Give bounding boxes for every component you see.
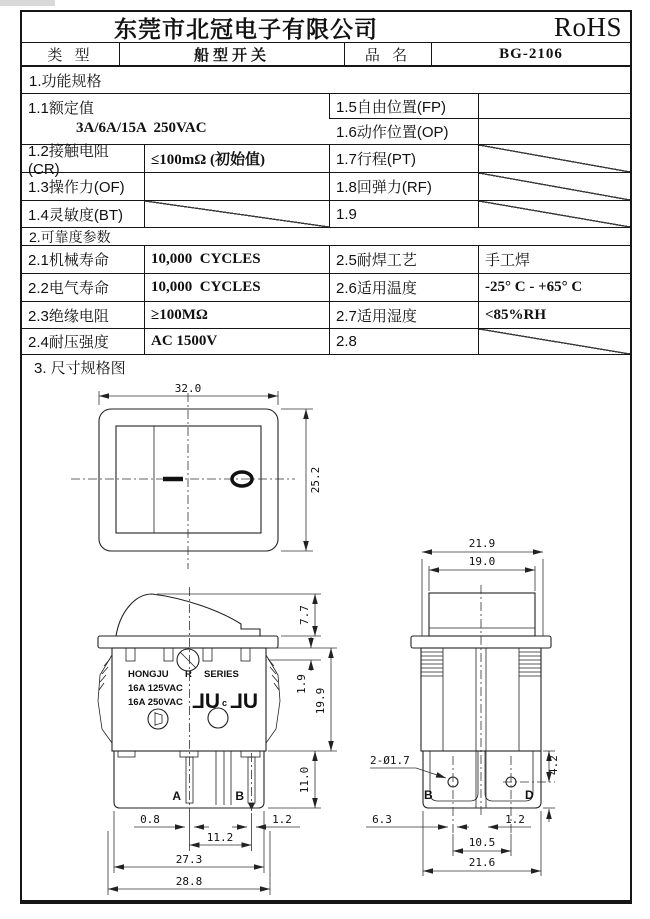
dim-pin-a-width: 0.8: [140, 813, 160, 826]
name-value: BG-2106: [499, 45, 563, 62]
cr-value: ≤100mΩ (初始值): [145, 145, 330, 172]
row-2-1: [22, 246, 630, 274]
terminal-label-b: B: [235, 789, 244, 803]
cul-c-mark: c: [222, 698, 228, 708]
ul-recognized-icon: UL: [192, 690, 220, 713]
op-value-blank: [479, 119, 630, 144]
dim-body-height: 19.9: [314, 687, 327, 715]
dim-block-width: 21.6: [468, 856, 496, 869]
humidity-label: 2.7适用湿度: [330, 302, 479, 328]
temp-label: 2.6适用温度: [330, 274, 479, 301]
mech-life-value: 10,000 CYCLES: [145, 246, 330, 273]
dim-rocker-outer: 21.9: [468, 537, 496, 550]
screw-symbol-icon: [148, 709, 168, 729]
dim-pin-pitch: 11.2: [206, 831, 234, 844]
rohs-mark: RoHS: [553, 11, 622, 42]
dim-flange-width: 28.8: [175, 875, 203, 888]
center-post: [216, 751, 231, 805]
rated-value: 3A/6A/15A 250VAC: [76, 120, 207, 136]
dim-top-height: 25.2: [309, 466, 322, 494]
side-view: [366, 537, 560, 876]
terminal-pin-b: [248, 757, 255, 803]
right-latch-wing: [266, 655, 280, 743]
dimension-drawing: [22, 379, 630, 913]
rated-cell: [22, 94, 330, 136]
rated-block: [22, 94, 630, 145]
dim-body-width: 27.3: [175, 853, 203, 866]
bt-value-na: [145, 201, 330, 227]
header-row: [22, 12, 630, 43]
screw-symbol-slot: [155, 712, 162, 726]
rocker-end-view: [429, 593, 535, 636]
rated-label: 1.1额定值: [28, 100, 94, 117]
flange-tabs: [126, 648, 250, 661]
company-name: 东莞市北冠电子有限公司: [114, 16, 378, 42]
solder-label: 2.5耐焊工艺: [330, 246, 479, 273]
dim-1-2-side: 1.2: [505, 813, 525, 826]
rocker-side-profile: [116, 594, 260, 636]
of-value-blank: [145, 173, 330, 200]
r28-value-na: [479, 329, 630, 354]
withstand-label: 2.4耐压强度: [22, 329, 145, 354]
row-1-2: [22, 142, 630, 178]
terminal-pocket-b: [430, 751, 478, 801]
product-row: [22, 43, 630, 67]
rf-label: 1.8回弹力(RF): [330, 173, 479, 200]
type-label: 类 型: [22, 43, 120, 65]
scan-artifact: [0, 0, 55, 6]
name-label: 品 名: [345, 43, 432, 65]
dim-rocker-height: 7.7: [298, 605, 311, 625]
marking-brand: HONGJU: [128, 669, 169, 680]
terminal-label-a: A: [172, 789, 181, 803]
marking-rating2: 16A 250VAC: [128, 697, 183, 708]
row-2-3: [22, 302, 630, 329]
row-2-4: [22, 329, 630, 355]
op-label: 1.6动作位置(OP): [330, 119, 479, 144]
screw-slot: [180, 652, 196, 668]
left-latch-wing: [98, 655, 112, 743]
elec-life-value: 10,000 CYCLES: [145, 274, 330, 301]
mounting-flange: [98, 636, 278, 648]
dim-6-3: 6.3: [372, 813, 392, 826]
dim-pin-b-width: 1.2: [272, 813, 292, 826]
r28-label: 2.8: [330, 329, 479, 354]
cul-recognized-icon: UL: [230, 690, 258, 713]
marking-r: R: [185, 669, 192, 680]
mech-life-label: 2.1机械寿命: [22, 246, 145, 273]
front-view: [98, 587, 337, 895]
dim-rocker-inner: 19.0: [468, 555, 496, 568]
pt-label: 1.7行程(PT): [330, 145, 479, 172]
temp-value: -25° C - +65° C: [485, 279, 583, 295]
spec-sheet: [20, 10, 632, 904]
dim-top-width: 32.0: [174, 382, 202, 395]
insulation-label: 2.3绝缘电阻: [22, 302, 145, 328]
humidity-value: <85%RH: [485, 306, 547, 323]
row-1-3: [22, 173, 630, 201]
fp-label: 1.5自由位置(FP): [330, 94, 479, 119]
section1-title: 1.功能规格: [22, 67, 630, 94]
dim-hole-note: 2-Ø1.7: [370, 754, 410, 767]
solder-value: 手工焊: [485, 252, 531, 269]
r19-label: 1.9: [330, 201, 479, 227]
dim-hole-pitch: 10.5: [468, 836, 496, 849]
row-1-4: [22, 201, 630, 228]
row-2-2: [22, 274, 630, 302]
bt-label: 1.4灵敏度(BT): [22, 201, 145, 227]
terminal-label-d: D: [525, 788, 534, 802]
withstand-value: AC 1500V: [145, 329, 330, 354]
marking-series: SERIES: [204, 669, 239, 680]
pt-value-na: [479, 145, 630, 172]
elec-life-label: 2.2电气寿命: [22, 274, 145, 301]
insulation-value: ≥100MΩ: [145, 302, 330, 328]
r19-value-na: [479, 201, 630, 227]
terminal-slots: [118, 751, 260, 757]
marking-rating1: 16A 125VAC: [128, 683, 183, 694]
dim-hole-offset: 4.2: [547, 755, 560, 775]
rf-value-na: [479, 173, 630, 200]
dim-terminal-height: 11.0: [298, 766, 311, 794]
side-lower-block: [423, 751, 541, 808]
section3-title: 3. 尺寸规格图: [34, 359, 126, 377]
fp-value-blank: [479, 94, 630, 119]
rocker-face: [116, 426, 261, 533]
of-label: 1.3操作力(OF): [22, 173, 145, 200]
type-value: 船型开关: [120, 43, 345, 65]
terminal-label-b2: B: [424, 788, 433, 802]
cr-label: 1.2接触电阻(CR): [22, 145, 145, 172]
top-view: [71, 382, 322, 569]
dim-flange-offset: 1.9: [295, 674, 308, 694]
section2-title: 2.可靠度参数: [22, 228, 630, 246]
